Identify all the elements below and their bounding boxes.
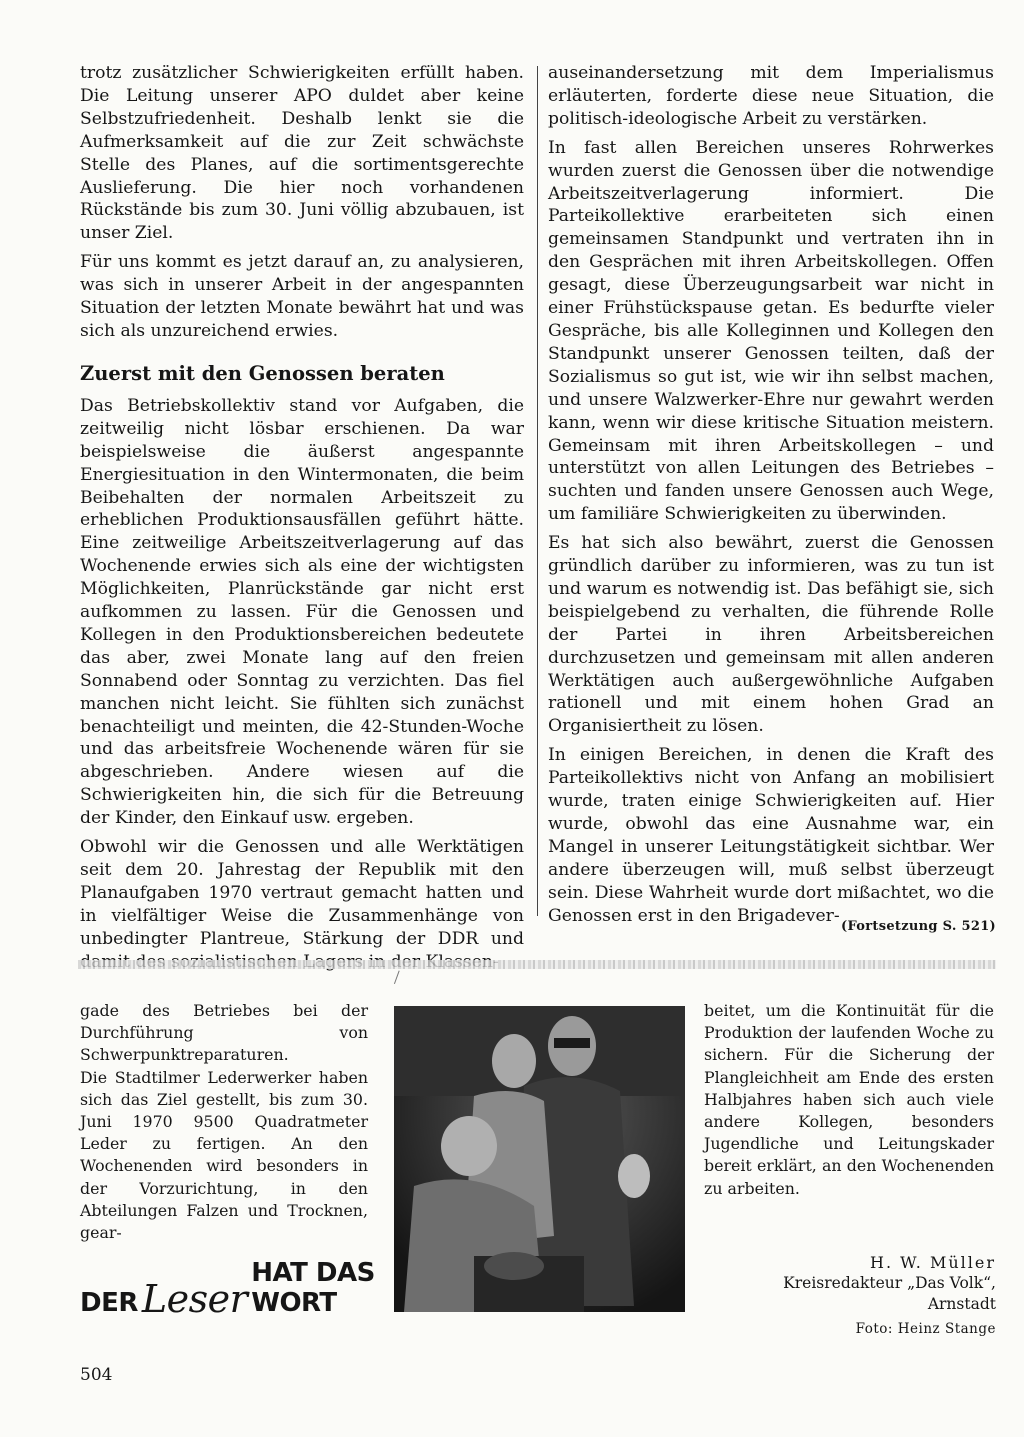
paragraph: Obwohl wir die Genossen und alle Werktätigen seit dem 20. Jahrestag der Republik mit den Planaufgaben 1970 vertraut gemacht hatten und in vielfältiger Weise die Zusammenhänge von unbedingter Plantreue, Stärkung der DDR und [80,837,524,949]
paragraph: auseinandersetzung mit dem Imperialismus erläuterten, forderte diese neue Situation, die politisch-ideologische Arbeit zu verstärken. [548,63,994,129]
paragraph: gade des Betriebes bei der Durchführung von Schwerpunktreparaturen. [80,1001,368,1065]
right-column [548,62,994,934]
author-role: Kreisredakteur „Das Volk“, [783,1274,996,1292]
lower-left-column [80,1000,368,1244]
column-divider [537,66,538,916]
masthead-script-word: Leser [141,1277,248,1321]
paragraph: Für uns kommt es jetzt darauf an, zu analysieren, was sich in unserer Arbeit in der angespannten Situation der letzten Monate bewährt hat und was sich als unzureichend erwies. [80,252,524,341]
left-column [80,62,524,980]
column-masthead [80,1258,380,1321]
continuation-note: (Fortsetzung S. 521) [841,919,996,934]
paragraph: trotz zusätzlicher Schwierigkeiten erfüllt haben. Die Leitung unserer APO duldet aber keine Selbstzufriedenheit. Deshalb lenkt sie die Aufmerksamkeit auf die zur Zeit schwächste Stelle des Planes, auf die sortimentsgerechte Auslieferung. Die hier noch vorhandenen Rückstände bis zum 30. Juni völlig abzubauen, ist unser Ziel. [80,63,524,244]
section-heading: Zuerst mit den Genossen beraten [80,361,445,385]
masthead-part-3: HAT DAS WORT [251,1258,375,1318]
masthead-part-1: DER [80,1288,138,1318]
page-number: 504 [80,1365,113,1385]
lower-right-column [704,1000,994,1200]
paragraph: In einigen Bereichen, in denen die Kraft des Parteikollektivs nicht von Anfang an mobilisiert wurde, traten einige Schwierigkeiten auf. Hier wurde, obwohl das eine Ausnahme war, ein Mangel in unserer Leitungstätigkeit sichtbar. Wer andere überzeugen will, muß selbst überzeugt sein. Diese Wahrheit wurde dort mißachtet, wo die Genossen erst in den Brigadever- [548,745,994,926]
section-separator-band [78,960,996,969]
paragraph: Es hat sich also bewährt, zuerst die Genossen gründlich darüber zu informieren, was zu tun ist und warum es notwendig ist. Das befähigt sie, sich beispielgebend zu verhalten, die führende Rolle der Partei in ihren Arbeitsbereichen durchzusetzen und gemeinsam mit allen anderen Werktätigen auch außergewöhnliche Aufgaben rationell und mit einem hohen Grad an Organisiertheit zu lösen. [548,533,994,737]
paragraph: Die Stadtilmer Lederwerker haben sich das Ziel gestellt, bis zum 30. Juni 1970 9500 Quadratmeter Leder zu fertigen. An den Wochenenden wird besonders in der Vorzurichtung, in den Abteilungen Falzen und Trocknen, gear- [80,1067,368,1243]
paragraph: Das Betriebskollektiv stand vor Aufgaben, die zeitweilig nicht lösbar erschienen. Da war beispielsweise die äußerst angespannte Energiesituation in den Wintermonaten, die beim Beibehalten der normalen Arbeitszeit zu erheblichen Produktionsausfällen geführt hätte. Eine zeitweilige Arbeitszeitverlagerung auf das Wochenende erwies sich als eine der wichtigsten Möglichkeiten, Planrückstände gar nicht erst aufkommen zu lassen. Für die Genossen und Kollegen in den Produktionsbereichen bedeutete das aber, zwei Monate lang auf den freien Sonnabend oder Sonntag zu verzichten. Das fiel manchen nicht leicht. Sie fühlten sich zunächst benachteiligt und meinten, die 42-Stunden-Woche und das arbeitsfreie Wochenende wären für sie abgeschrieben. Andere wiesen auf die Schwierigkeiten hin, die sich für die Betreuung der Kinder, den Einkauf usw. ergeben. [80,395,524,829]
author-name: H. W. Müller [870,1253,996,1272]
author-block [740,1252,996,1315]
author-place: Arnstadt [927,1295,996,1313]
photo-credit: Foto: Heinz Stange [855,1321,996,1337]
news-photo [394,1006,685,1312]
paragraph: In fast allen Bereichen unseres Rohrwerkes wurden zuerst die Genossen über die notwendige Arbeitszeitverlagerung informiert. Die Parteikollektive erarbeiteten sich einen gemeinsamen Standpunkt und vertraten ihn in den Gesprächen mit ihren Arbeitskollegen. Offen gesagt, diese Überzeugungsarbeit war nicht in einer Frühstückspause getan. Es bedurfte vieler Gespräche, bis alle Kolleginnen und Kollegen den Standpunkt unserer Genossen teilten, daß der Sozialismus so gut ist, wie wir ihn selbst machen, und unsere Walzwerker-Ehre nur gewahrt werden kann, wenn wir diese kritische Situation meistern. Gemeinsam mit ihren Arbeitskollegen – und unterstützt von allen Leitungen des Betriebes – suchten und fanden unsere Genossen auch Wege, um familiäre Schwierigkeiten zu überwinden. [548,137,994,525]
photo-workers-image [394,1006,685,1312]
paragraph: beitet, um die Kontinuität für die Produktion der laufenden Woche zu sichern. Für die Sicherung der Plangleichheit am Ende des ersten Halbjahres haben sich auch viele andere Kollegen, besonders Jugendliche und Leitungskader bereit erklärt, an den Wochenenden zu arbeiten. [704,1001,994,1198]
